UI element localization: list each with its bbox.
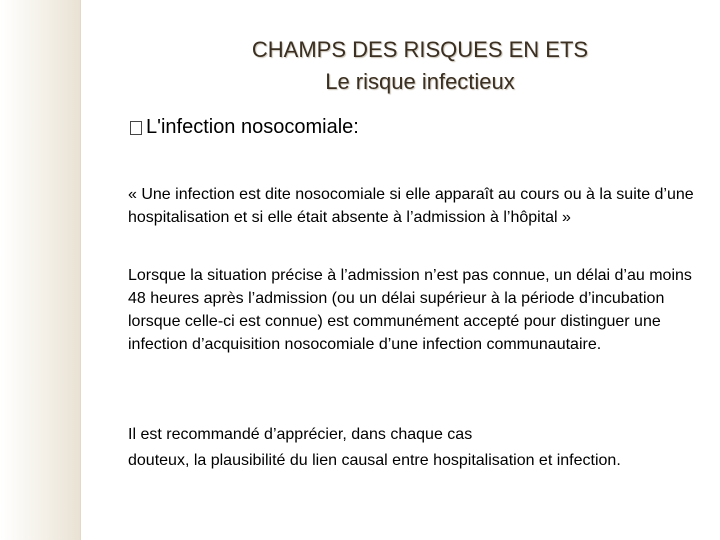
bullet-label: L'infection nosocomiale: bbox=[146, 116, 359, 138]
title-line-1: CHAMPS DES RISQUES EN ETS bbox=[251, 37, 589, 62]
left-divider-line bbox=[80, 0, 81, 540]
title-line-2: Le risque infectieux bbox=[325, 69, 515, 94]
recommendation-text bbox=[128, 420, 698, 472]
delay-paragraph: Lorsque la situation précise à l’admission n’est pas connue, un délai d’au moins 48 heures après l’admission (ou un délai supérieur à la période d’incubation lorsque celle-ci est connue) est communément accepté pour distinguer une infection d’acquisition nosocomiale d’une infection communautaire. bbox=[128, 267, 692, 353]
definition-text bbox=[128, 183, 698, 229]
recommendation-line-2: douteux, la plausibilité du lien causal entre hospitalisation et infection. bbox=[128, 452, 621, 469]
delay-text bbox=[128, 264, 698, 356]
slide-title bbox=[150, 34, 690, 98]
left-decorative-bar bbox=[0, 0, 80, 540]
bullet-box-icon bbox=[130, 121, 142, 135]
bullet-heading bbox=[130, 116, 359, 139]
recommendation-line-1: Il est recommandé d’apprécier, dans chaque cas bbox=[128, 426, 473, 443]
definition-paragraph: « Une infection est dite nosocomiale si elle apparaît au cours ou à la suite d’une hospitalisation et si elle était absente à l’admission à l’hôpital » bbox=[128, 186, 694, 226]
